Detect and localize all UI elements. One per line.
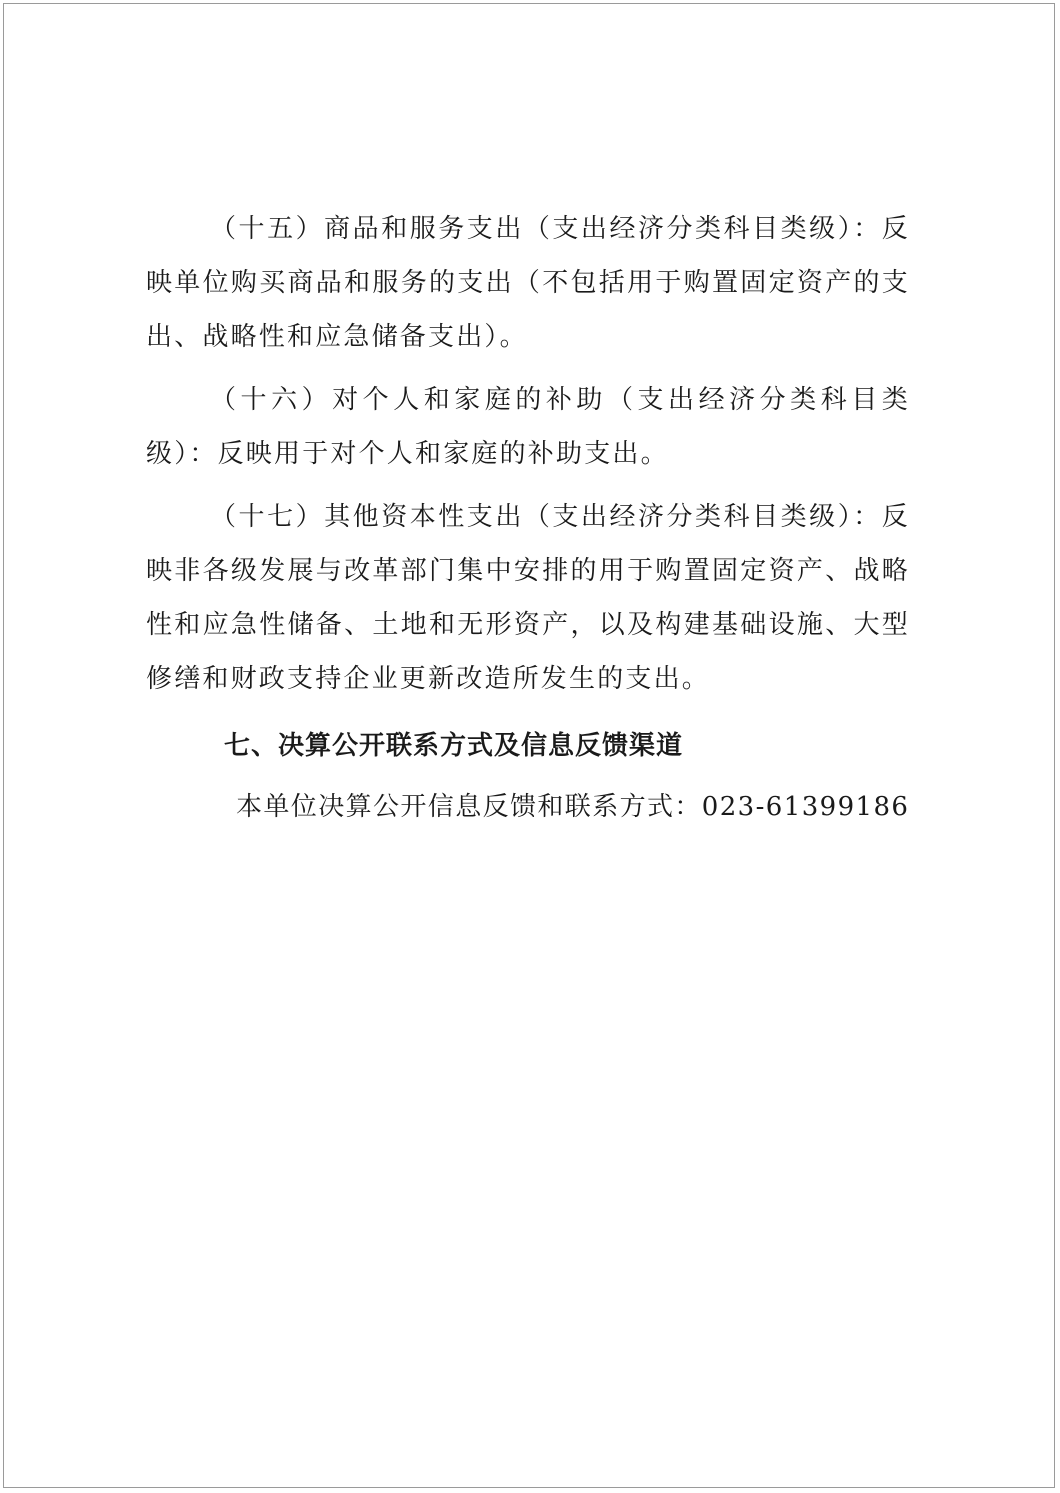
paragraph-commodity-services: （十五）商品和服务支出（支出经济分类科目类级）：反映单位购买商品和服务的支出（不包括用于购置固定资产的支出、战略性和应急储备支出）。 bbox=[146, 214, 910, 352]
paragraph-other-capital: （十七）其他资本性支出（支出经济分类科目类级）：反映非各级发展与改革部门集中安排的用于购置固定资产、战略性和应急性储备、土地和无形资产，以及构建基础设施、大型修缮和财政支持企业更新改造所发生的支出。 bbox=[146, 502, 910, 694]
paragraph-household-subsidy: （十六）对个人和家庭的补助（支出经济分类科目类级）：反映用于对个人和家庭的补助支出。 bbox=[146, 385, 910, 469]
document-body bbox=[146, 202, 910, 837]
document-page bbox=[3, 3, 1055, 1488]
section-heading: 七、决算公开联系方式及信息反馈渠道 bbox=[224, 731, 684, 761]
contact-line: 本单位决算公开信息反馈和联系方式：023-61399186 bbox=[236, 792, 910, 822]
